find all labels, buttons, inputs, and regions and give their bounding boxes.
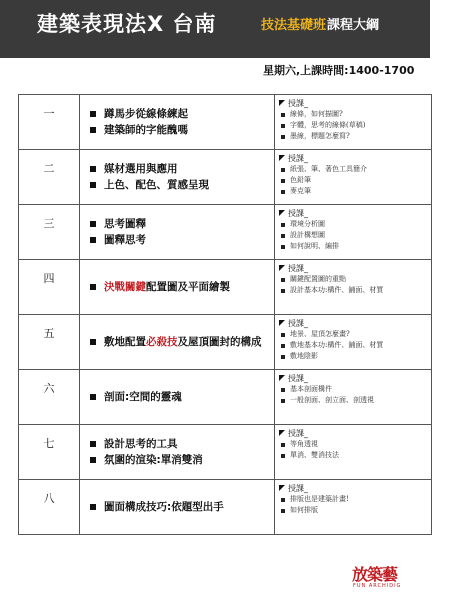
- week-number: 三: [19, 205, 80, 260]
- note-item: [279, 384, 431, 395]
- square-bullet-icon: [90, 284, 96, 290]
- topic-text: [104, 280, 230, 294]
- square-bullet-icon: [90, 237, 96, 243]
- week-topics: [80, 95, 275, 150]
- note-item: [279, 285, 431, 296]
- square-bullet-icon: [281, 498, 285, 502]
- square-bullet-icon: [281, 344, 285, 348]
- note-text: 一般剖面、剖立面、剖透視: [290, 396, 374, 404]
- note-text: 如何說明、編排: [290, 242, 339, 250]
- square-bullet-icon: [90, 457, 96, 463]
- week-number: 五: [19, 315, 80, 370]
- week-notes: [275, 260, 432, 315]
- square-bullet-icon: [281, 223, 285, 227]
- square-bullet-icon: [281, 234, 285, 238]
- topic-item: [88, 500, 274, 514]
- notes-header-label: 授課_: [288, 153, 308, 163]
- topic-segment: 媒材選用與應用: [104, 163, 178, 175]
- note-item: [279, 351, 431, 362]
- topic-text: [104, 217, 146, 231]
- notes-header: [279, 262, 431, 274]
- note-item: [279, 120, 431, 131]
- square-bullet-icon: [90, 127, 96, 133]
- note-item: [279, 109, 431, 120]
- notes-header: [279, 152, 431, 164]
- topic-segment: 建築師的字能醜嗎: [104, 124, 188, 136]
- week-notes: [275, 425, 432, 480]
- topic-text: [104, 178, 209, 192]
- topic-segment: 圖面構成技巧:依題型出手: [104, 501, 224, 513]
- week-row: [19, 205, 432, 260]
- topic-segment: 氛圍的渲染:單消雙消: [104, 454, 203, 466]
- week-notes: [275, 315, 432, 370]
- square-bullet-icon: [90, 504, 96, 510]
- note-text: 基本剖面構件: [290, 385, 332, 393]
- topic-item: [88, 335, 274, 349]
- week-number: 二: [19, 150, 80, 205]
- square-bullet-icon: [281, 190, 285, 194]
- note-text: 色鉛筆: [290, 176, 311, 184]
- square-bullet-icon: [281, 333, 285, 337]
- topic-item: [88, 233, 274, 247]
- week-notes: [275, 480, 432, 535]
- topic-segment: 上色、配色、質感呈現: [104, 179, 209, 191]
- note-item: [279, 219, 431, 230]
- topic-text: [104, 453, 203, 467]
- square-bullet-icon: [281, 124, 285, 128]
- week-number: 一: [19, 95, 80, 150]
- brand-logo: 放築藝: [352, 565, 398, 584]
- topic-highlight: 決戰關鍵: [104, 281, 146, 293]
- topic-text: [104, 123, 188, 137]
- week-topics: [80, 370, 275, 425]
- topic-segment: 敷地配置: [104, 336, 146, 348]
- square-bullet-icon: [281, 388, 285, 392]
- week-topics: [80, 480, 275, 535]
- triangle-marker-icon: [279, 100, 285, 106]
- note-item: [279, 241, 431, 252]
- week-number: 四: [19, 260, 80, 315]
- square-bullet-icon: [281, 179, 285, 183]
- topic-segment: 蹲馬步從線條練起: [104, 108, 188, 120]
- topic-highlight: 必殺技: [146, 336, 178, 348]
- note-item: [279, 505, 431, 516]
- week-row: [19, 260, 432, 315]
- note-item: [279, 131, 431, 142]
- topic-text: [104, 233, 146, 247]
- note-item: [279, 175, 431, 186]
- square-bullet-icon: [281, 135, 285, 139]
- note-text: 敷地陰影: [290, 352, 318, 360]
- syllabus-label: 課程大綱: [327, 18, 380, 33]
- topic-item: [88, 217, 274, 231]
- notes-header: [279, 97, 431, 109]
- note-item: [279, 450, 431, 461]
- topic-text: [104, 437, 178, 451]
- note-item: [279, 274, 431, 285]
- topic-segment: 及屋頂圖封的構成: [177, 336, 262, 348]
- class-level-badge: 技法基礎班: [261, 18, 327, 33]
- week-number: 八: [19, 480, 80, 535]
- square-bullet-icon: [281, 399, 285, 403]
- note-text: 設計基本功:構件、鋪面、材質: [290, 286, 384, 294]
- week-notes: [275, 205, 432, 260]
- notes-header: [279, 372, 431, 384]
- topic-segment: 圖釋思考: [104, 234, 146, 246]
- note-text: 線條，如何描圖?: [290, 110, 343, 118]
- topic-text: [104, 390, 182, 404]
- topic-item: [88, 453, 274, 467]
- note-text: 環境分析圖: [290, 220, 325, 228]
- note-item: [279, 395, 431, 406]
- note-text: 字體，思考的線條(草稿): [290, 121, 366, 129]
- week-row: [19, 370, 432, 425]
- square-bullet-icon: [90, 111, 96, 117]
- square-bullet-icon: [90, 166, 96, 172]
- notes-header: [279, 482, 431, 494]
- topic-item: [88, 162, 274, 176]
- topic-segment: 思考圖釋: [104, 218, 146, 230]
- note-item: [279, 186, 431, 197]
- topic-segment: 設計思考的工具: [104, 438, 178, 450]
- topic-segment: 剖面:空間的靈魂: [104, 391, 182, 403]
- topic-item: [88, 178, 274, 192]
- notes-header-label: 授課_: [288, 208, 308, 218]
- note-text: 等角透視: [290, 440, 318, 448]
- notes-header-label: 授課_: [288, 483, 308, 493]
- square-bullet-icon: [281, 355, 285, 359]
- week-row: [19, 425, 432, 480]
- week-topics: [80, 425, 275, 480]
- header-banner: [0, 0, 430, 58]
- square-bullet-icon: [90, 182, 96, 188]
- square-bullet-icon: [90, 394, 96, 400]
- topic-text: [104, 162, 178, 176]
- week-topics: [80, 150, 275, 205]
- square-bullet-icon: [281, 245, 285, 249]
- note-text: 麥克筆: [290, 187, 311, 195]
- week-row: [19, 150, 432, 205]
- topic-item: [88, 107, 274, 121]
- topic-item: [88, 390, 274, 404]
- triangle-marker-icon: [279, 265, 285, 271]
- week-row: [19, 315, 432, 370]
- schedule-text: 星期六,上課時間:1400-1700: [263, 64, 415, 77]
- triangle-marker-icon: [279, 155, 285, 161]
- note-text: 敷地基本功:構件、鋪面、材質: [290, 341, 384, 349]
- week-row: [19, 480, 432, 535]
- topic-segment: 配置圖及平面繪製: [146, 281, 230, 293]
- notes-header: [279, 207, 431, 219]
- week-number: 七: [19, 425, 80, 480]
- note-text: 關鍵配置圖的重點: [290, 275, 346, 283]
- brand-logo-subtitle: FUN ARCHIDIG: [353, 583, 402, 589]
- syllabus-table: [18, 94, 418, 535]
- page-title: 建築表現法X 台南: [37, 12, 217, 36]
- triangle-marker-icon: [279, 375, 285, 381]
- note-item: [279, 230, 431, 241]
- note-item: [279, 494, 431, 505]
- note-text: 墨線，標題怎麼寫?: [290, 132, 350, 140]
- week-row: [19, 95, 432, 150]
- triangle-marker-icon: [279, 320, 285, 326]
- note-item: [279, 164, 431, 175]
- triangle-marker-icon: [279, 210, 285, 216]
- topic-item: [88, 280, 274, 294]
- note-text: 如何排版: [290, 506, 318, 514]
- triangle-marker-icon: [279, 485, 285, 491]
- notes-header-label: 授課_: [288, 318, 308, 328]
- square-bullet-icon: [90, 339, 96, 345]
- square-bullet-icon: [281, 113, 285, 117]
- notes-header-label: 授課_: [288, 98, 308, 108]
- notes-header-label: 授課_: [288, 263, 308, 273]
- week-topics: [80, 205, 275, 260]
- square-bullet-icon: [90, 441, 96, 447]
- square-bullet-icon: [90, 221, 96, 227]
- week-topics: [80, 260, 275, 315]
- topic-item: [88, 123, 274, 137]
- week-notes: [275, 95, 432, 150]
- note-text: 單消、雙消技法: [290, 451, 339, 459]
- notes-header-label: 授課_: [288, 373, 308, 383]
- square-bullet-icon: [281, 509, 285, 513]
- square-bullet-icon: [281, 454, 285, 458]
- topic-item: [88, 437, 274, 451]
- square-bullet-icon: [281, 278, 285, 282]
- square-bullet-icon: [281, 289, 285, 293]
- note-item: [279, 340, 431, 351]
- triangle-marker-icon: [279, 430, 285, 436]
- topic-text: [104, 107, 188, 121]
- note-text: 排版也是建築計畫!: [290, 495, 349, 503]
- week-notes: [275, 370, 432, 425]
- note-item: [279, 329, 431, 340]
- notes-header-label: 授課_: [288, 428, 308, 438]
- topic-text: [104, 335, 262, 349]
- note-text: 紙張、筆、著色工具簡介: [290, 165, 367, 173]
- square-bullet-icon: [281, 443, 285, 447]
- topic-text: [104, 500, 224, 514]
- note-text: 設計構想圖: [290, 231, 325, 239]
- square-bullet-icon: [281, 168, 285, 172]
- notes-header: [279, 427, 431, 439]
- week-number: 六: [19, 370, 80, 425]
- note-text: 地景、屋頂怎麼畫?: [290, 330, 350, 338]
- note-item: [279, 439, 431, 450]
- week-topics: [80, 315, 275, 370]
- notes-header: [279, 317, 431, 329]
- week-notes: [275, 150, 432, 205]
